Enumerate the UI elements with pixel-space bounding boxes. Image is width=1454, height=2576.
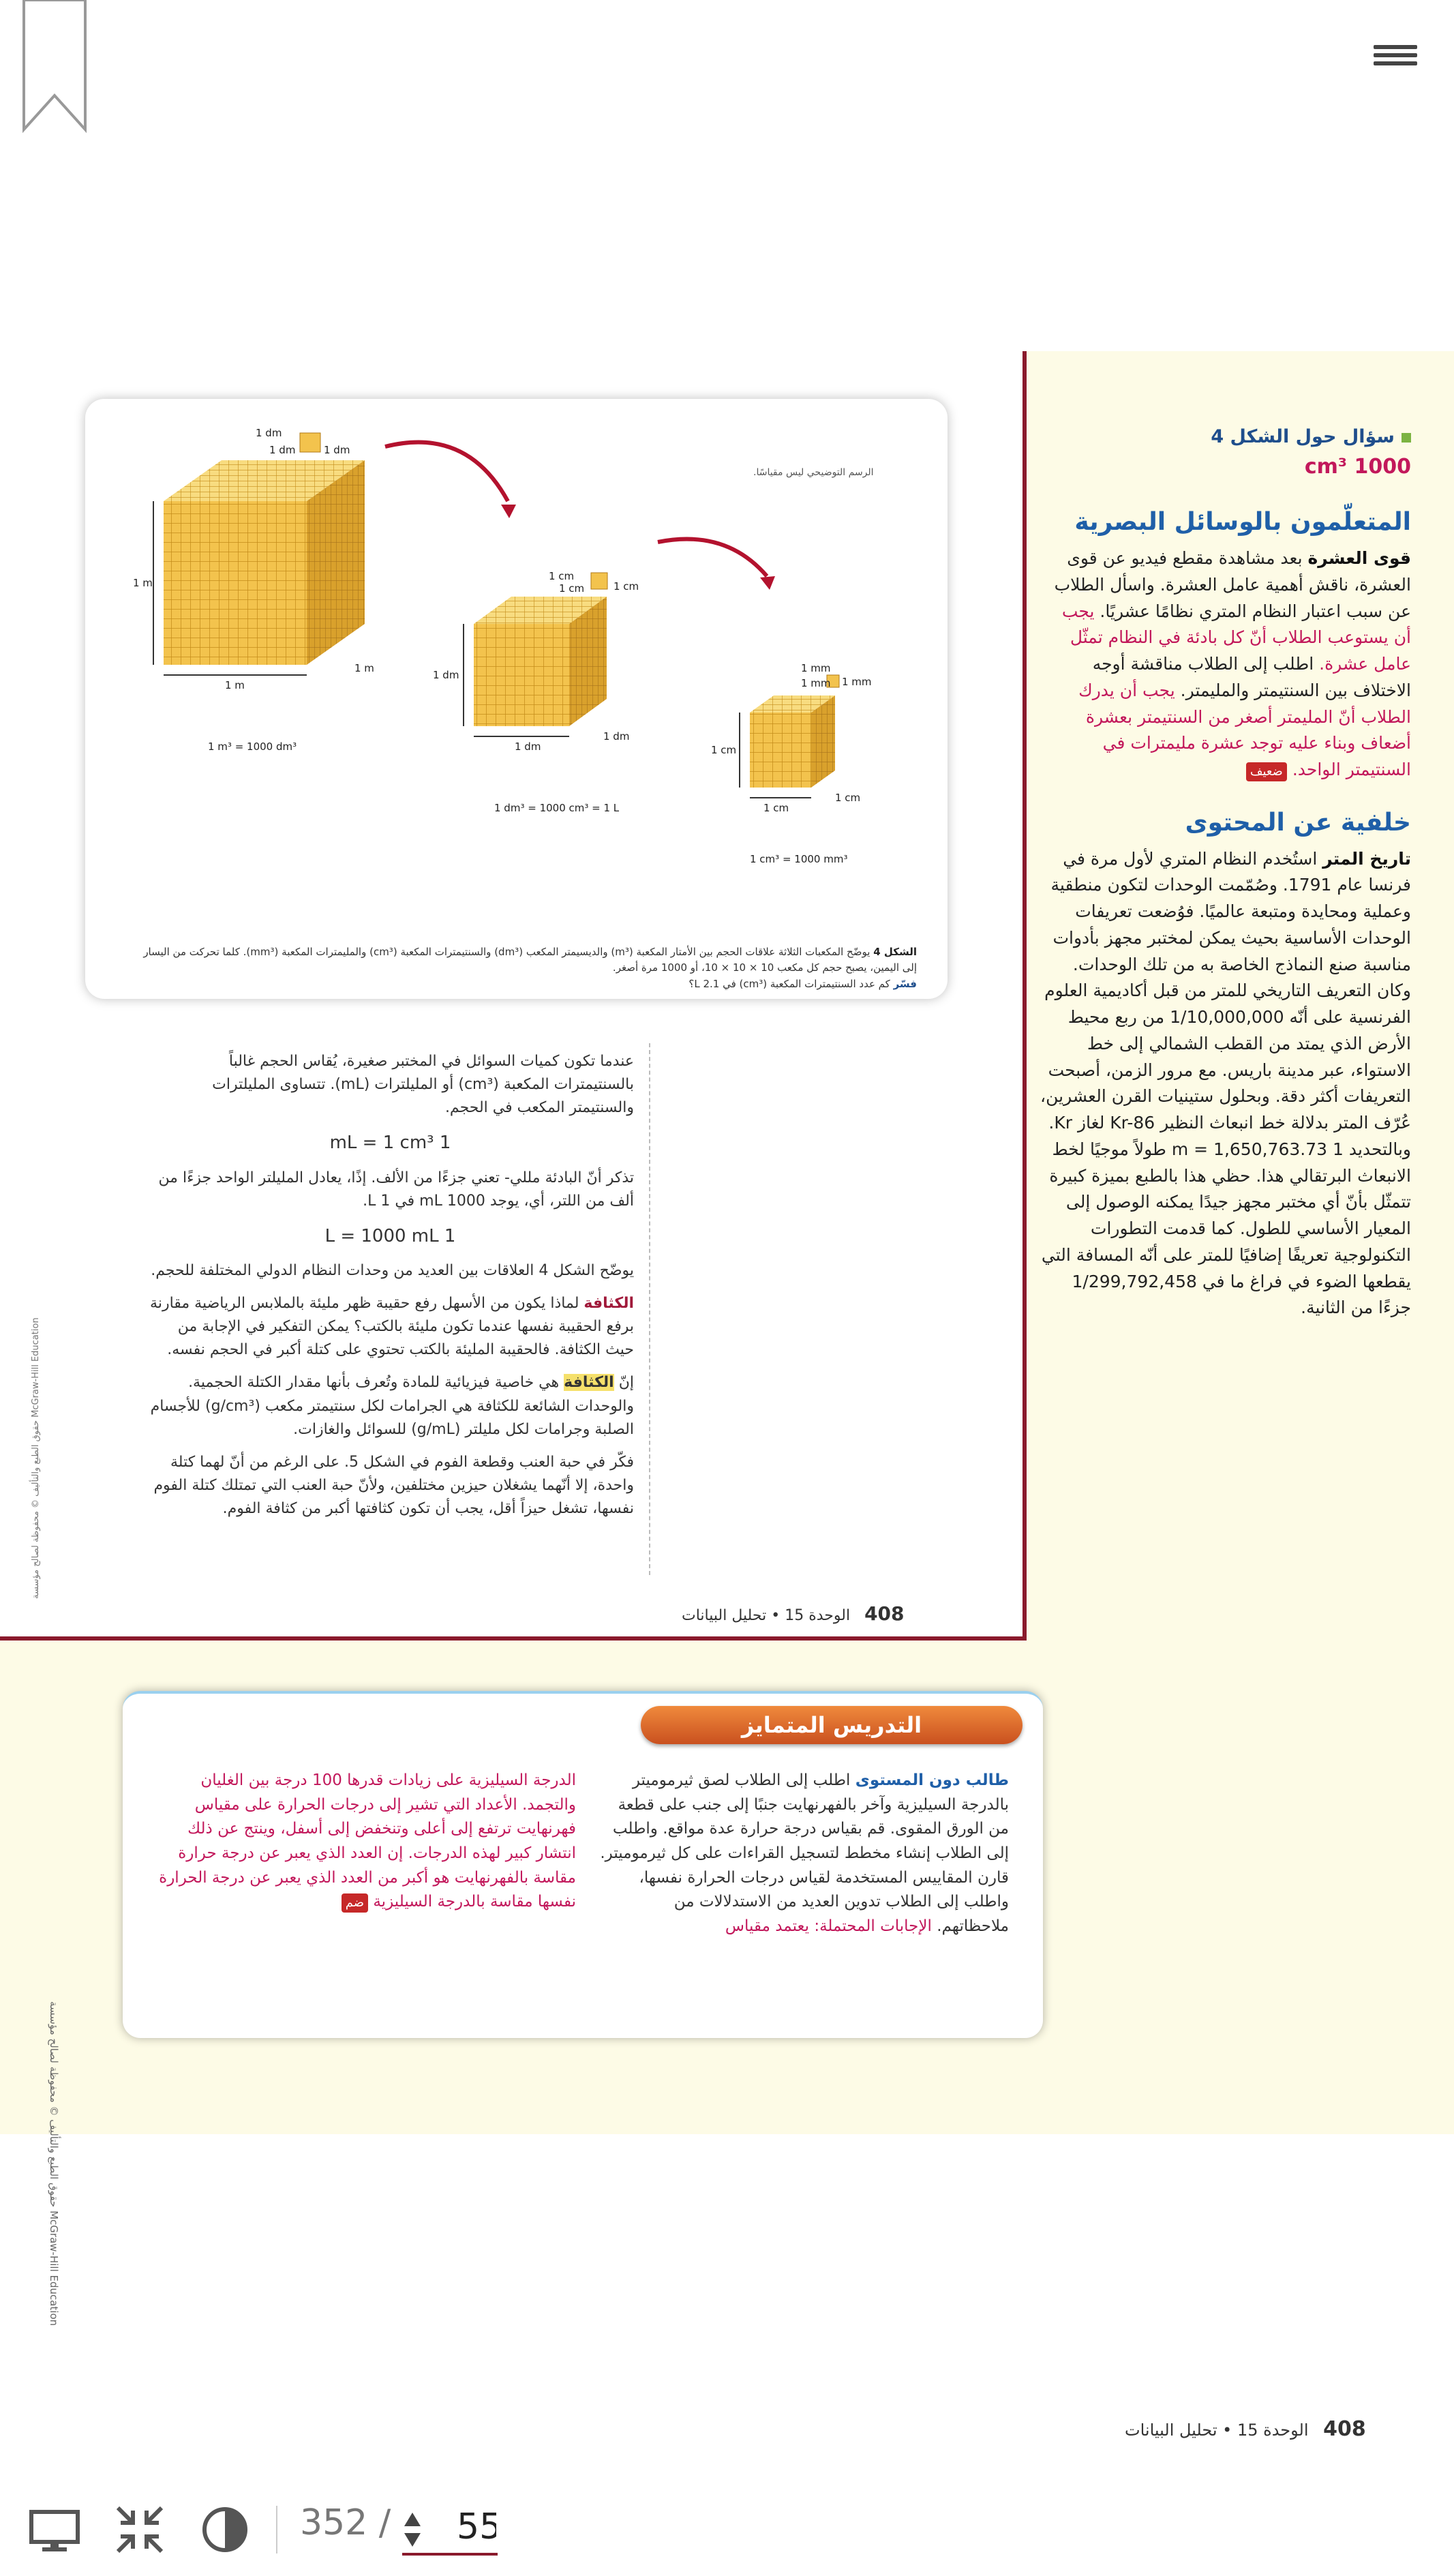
toolbar-separator bbox=[276, 2506, 277, 2553]
page-total: 352 / bbox=[300, 2502, 391, 2543]
label-dm-left: 1 dm bbox=[269, 444, 296, 456]
page-footer bbox=[1125, 2417, 1366, 2441]
divider bbox=[649, 1043, 650, 1575]
label-dm3: 1 dm³ = 1000 cm³ = 1 L bbox=[494, 802, 620, 814]
label-dm-mid-right: 1 dm bbox=[603, 730, 630, 743]
book-body-text bbox=[147, 1050, 634, 1530]
term-density: الكثافة bbox=[584, 1295, 634, 1313]
caption-text: يوضّح المكعبات الثلاثة علاقات الحجم بين الأمتار المكعبة (m³) والديسيمتر المكعب (dm³) والسنتيمترات المكعبة (cm³) والمليمترات المكعبة (mm³). كلما تحركت من اليسار إلى اليمين، يصبح حجم كل مكعب 10 × 10 × 10، أو 1000 مرة أصغر. bbox=[143, 946, 917, 974]
caption-question-label: فسّر bbox=[893, 977, 917, 990]
volume-cubes-illustration bbox=[85, 399, 948, 999]
label-m-bottom: 1 m bbox=[225, 679, 245, 691]
caption-label: الشكل 4 bbox=[873, 946, 917, 958]
viewer-toolbar bbox=[0, 2482, 1454, 2576]
label-cm-top: 1 cm bbox=[549, 570, 575, 582]
answer-text: يجب أن يدرك الطلاب أنّ المليمتر أصغر من السنتيمتر بعشرة أضعاف وبناء عليه توجد عشرة مليمترات في السنتيمتر الواحد. bbox=[1078, 680, 1411, 780]
subheading: قوى العشرة bbox=[1307, 548, 1411, 569]
paragraph bbox=[1040, 846, 1411, 1322]
level-label: طالب دون المستوى bbox=[855, 1771, 1009, 1789]
copyright-note: حقوق الطبع والتأليف © محفوظة لصالح مؤسسة McGraw-Hill Education bbox=[31, 1317, 41, 1599]
page-stepper-icon[interactable] bbox=[402, 2509, 423, 2550]
label-m3: 1 m³ = 1000 dm³ bbox=[208, 740, 297, 753]
bookmark-icon[interactable] bbox=[20, 0, 89, 133]
bullet-icon bbox=[1402, 433, 1411, 443]
paragraph-prefix: إنّ bbox=[618, 1374, 634, 1392]
paragraph-text: لماذا يكون من الأسهل رفع حقيبة ظهر مليئة بالملابس الرياضية مقارنة برفع الحقيبة نفسها عندما تكون مليئة بالكتب؟ يمكن التفكير في الإجابة من حيث الكثافة. فالحقيبة المليئة بالكتب تحتوي على كتلة أكبر في الحجم نفسه. bbox=[150, 1295, 634, 1359]
differentiated-text-left bbox=[153, 1769, 576, 1915]
answer-text: الإجابات المحتملة: يعتمد مقياس bbox=[725, 1917, 932, 1935]
equation: 1 L = 1000 mL bbox=[324, 1225, 456, 1246]
footer-unit-text: الوحدة 15 • تحليل البيانات bbox=[1125, 2421, 1309, 2440]
copyright-note: حقوق الطبع والتأليف © محفوظة لصالح مؤسسة McGraw-Hill Education bbox=[48, 2001, 60, 2326]
paragraph-text: بعد مشاهدة مقطع فيديو عن قوى العشرة، ناقش أهمية عامل العشرة. واسأل الطلاب عن سبب اعتبار النظام المتري نظامًا عشريًا. bbox=[1054, 548, 1411, 621]
label-cm-small-bottom: 1 cm bbox=[763, 802, 789, 814]
paragraph-text: استُخدم النظام المتري لأول مرة في فرنسا عام 1791. وصُمّمت الوحدات لتكون منطقية وعملية ومحايدة ومتبعة عالميًا. فوُضعت تعريفات الوحدات الأساسية بحيث يمكن لمختبر مجهز بأدوات مناسبة صنع النماذج الخاصة به من تلك الوحدات. وكان التعريف التاريخي للمتر من قبل أكاديمية العلوم الفرنسية على أنّه 1/10,000,000 من ربع محيط الأرض الذي يمتد من القطب الشمالي إلى خط الاستواء، عبر مدينة باريس. مع مرور الزمن، أصبحت التعريفات أكثر دقة. وبحلول ستينيات القرن العشرين، عُرّف المتر بدلالة خط انبعاث النظير Kr-86 لغاز Kr. وبالتحديد 1 m = 1,650,763.73 طولاً موجيًا لخط الانبعاث البرتقالي هذا. حظي هذا بالطبع بميزة كبيرة تتمثّل بأنّ أي مختبر مجهز جيدًا يمكنه الوصول إلى المعيار الأساسي للطول. كما قدمت التطورات التكنولوجية تعريفًا إضافيًا للمتر على أنّه المسافة التي يقطعها الضوء في فراغ ما في 1/299,792,458 جزءًا من الثانية. bbox=[1040, 848, 1411, 1318]
differentiated-banner: التدريس المتمايز bbox=[641, 1706, 1023, 1744]
footer-unit-text: الوحدة 15 • تحليل البيانات bbox=[682, 1607, 851, 1624]
section-heading-visual-learners: المتعلّمون بالوسائل البصرية bbox=[1074, 508, 1411, 537]
page-number: 408 bbox=[1323, 2417, 1366, 2441]
label-mm-top: 1 mm bbox=[801, 662, 831, 674]
paragraph-text: اطلب إلى الطلاب مناقشة أوجه الاختلاف بين السنتيمتر والمليمتر. bbox=[1092, 654, 1411, 700]
label-cm-left: 1 cm bbox=[559, 582, 585, 595]
paragraph: فكّر في حبة العنب وقطعة الفوم في الشكل 5. على الرغم من أنّ لهما كتلة واحدة، إلا أنّهما يشغلان حيزين مختلفين، ولأنّ حبة العنب التي تمتلك كتلة الفوم نفسها، تشغل حيزاً أقل، يجب أن تكون كثافتها أكبر من كثافة الفوم. bbox=[153, 1453, 634, 1517]
figure-caption bbox=[133, 944, 917, 992]
paragraph-text: اطلب إلى الطلاب لصق ثيرموميتر بالدرجة السيليزية وآخر بالفهرنهايت جنبًا إلى جنب على قطعة من الورق المقوى. قم بقياس درجة حرارة عدة مواقع. واطلب إلى الطلاب إنشاء مخطط لتسجيل القراءات على كل ثيرموميتر. قارن المقاييس المستخدمة لقياس درجات الحرارة نفسها، واطلب إلى الطلاب تدوين العديد من الاستدلالات من ملاحظاتهم. bbox=[600, 1771, 1009, 1935]
label-dm-side: 1 dm bbox=[324, 444, 350, 456]
paragraph bbox=[147, 1292, 634, 1362]
figure-question-heading bbox=[1040, 423, 1411, 451]
teacher-notes-column bbox=[1040, 423, 1411, 1342]
section-heading-content-background: خلفية عن المحتوى bbox=[1185, 808, 1411, 837]
figure-question-answer: 1000 cm³ bbox=[1304, 454, 1411, 479]
label-m-bottom-right: 1 m bbox=[354, 662, 374, 674]
equation: 1 mL = 1 cm³ bbox=[329, 1133, 451, 1154]
answer-text: يجب أن يستوعب الطلاب أنّ كل بادئة في النظام تمثّل عامل عشرة. bbox=[1061, 601, 1411, 674]
page-sheet bbox=[0, 351, 1454, 2441]
desktop-icon[interactable] bbox=[27, 2502, 82, 2557]
collapse-icon[interactable] bbox=[112, 2502, 167, 2557]
level-tag: ضعيف bbox=[1246, 762, 1287, 781]
page-number: 408 bbox=[864, 1602, 905, 1625]
label-cm-side: 1 cm bbox=[614, 580, 639, 593]
differentiated-text-right bbox=[600, 1769, 1009, 1938]
paragraph bbox=[147, 1371, 634, 1441]
label-mm-left: 1 mm bbox=[801, 677, 831, 689]
paragraph: عندما تكون كميات السوائل في المختبر صغيرة، يُقاس الحجم غالباً بالسنتيمترات المكعبة (cm³) أو المليلترات (mL). تتساوى المليلترات والسنتيمتر المكعب في الحجم. bbox=[212, 1053, 634, 1117]
differentiated-instruction-box bbox=[123, 1691, 1043, 2038]
term-density-highlight: الكثافة bbox=[564, 1374, 614, 1392]
hamburger-menu-icon[interactable] bbox=[1374, 41, 1417, 75]
label-dm-mid-bottom: 1 dm bbox=[515, 740, 541, 753]
subheading: تاريخ المتر bbox=[1322, 848, 1411, 869]
label-dm-mid-left: 1 dm bbox=[433, 669, 459, 681]
label-cm-small-left: 1 cm bbox=[711, 744, 737, 756]
paragraph: تذكر أنّ البادئة مللي- تعني جزءًا من الألف. إذًا، يعادل المليلتر الواحد جزءًا من ألف من اللتر، أي، يوجد 1000 mL في 1 L. bbox=[158, 1169, 634, 1210]
figure-question-text: سؤال حول الشكل 4 bbox=[1211, 426, 1395, 447]
paragraph: يوضّح الشكل 4 العلاقات بين العديد من وحدات النظام الدولي المختلفة للحجم. bbox=[151, 1262, 634, 1280]
label-mm-side: 1 mm bbox=[842, 676, 872, 688]
label-cm3: 1 cm³ = 1000 mm³ bbox=[750, 853, 848, 865]
level-tag: ضم bbox=[342, 1893, 368, 1913]
paragraph-text: هي خاصية فيزيائية للمادة وتُعرف بأنها مقدار الكتلة الحجمية. والوحدات الشائعة للكثافة هي الجرامات لكل سنتيمتر مكعب (g/cm³) للأجسام الصلبة وجرامات لكل مليلتر (g/mL) للسوائل والغازات. bbox=[150, 1374, 634, 1438]
caption-question: كم عدد السنتيمترات المكعبة (cm³) في L 2.1؟ bbox=[688, 977, 890, 990]
label-dm-top: 1 dm bbox=[256, 427, 282, 439]
label-m-left: 1 m bbox=[133, 577, 153, 589]
contrast-icon[interactable] bbox=[198, 2502, 252, 2557]
figure-note: الرسم التوضيحي ليس مقياسًا. bbox=[753, 467, 874, 478]
label-cm-small-right: 1 cm bbox=[835, 792, 861, 804]
paragraph bbox=[1040, 545, 1411, 783]
book-page bbox=[0, 351, 1027, 1641]
answer-text: الدرجة السيليزية على زيادات قدرها 100 درجة بين الغليان والتجمد. الأعداد التي تشير إلى درجات الحرارة على مقياس فهرنهايت ترتفع إلى أعلى وتنخفض إلى أسفل، وينتج عن ذلك انتشار كبير لهذه الدرجات. إن العدد الذي يعبر عن درجة حرارة مقاسة بالفهرنهايت هو أكبر من العدد الذي يعبر عن درجة الحرارة نفسها مقاسة بالدرجة السيليزية bbox=[159, 1771, 576, 1911]
page-footer bbox=[682, 1602, 905, 1625]
figure-4-card bbox=[85, 399, 948, 999]
